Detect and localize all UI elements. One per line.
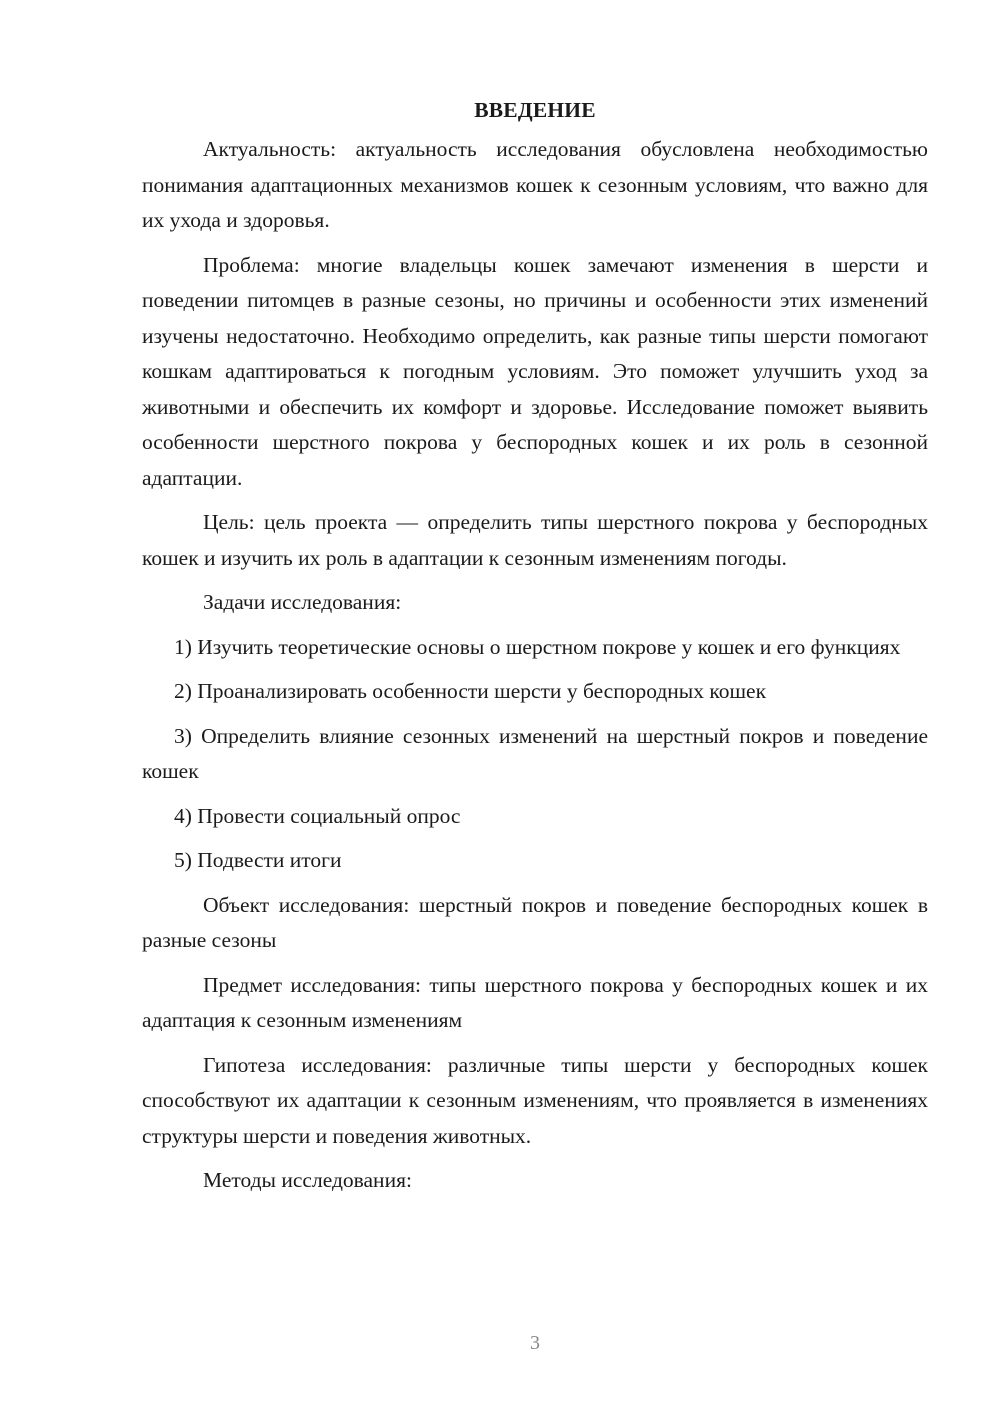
task-item-4: 4) Провести социальный опрос: [174, 803, 461, 828]
paragraph-goal: Цель: цель проекта — определить типы шерстного покрова у беспородных кошек и изучить их роль в адаптации к сезонным изменениям погоды.: [142, 510, 928, 570]
paragraph-subject: Предмет исследования: типы шерстного покрова у беспородных кошек и их адаптация к сезонным изменениям: [142, 972, 928, 1032]
page-number: 3: [530, 1332, 540, 1354]
section-heading: ВВЕДЕНИЕ: [474, 98, 596, 122]
paragraph-object: Объект исследования: шерстный покров и поведение беспородных кошек в разные сезоны: [142, 892, 928, 952]
task-item-5: 5) Подвести итоги: [174, 848, 342, 872]
task-item-3: 3) Определить влияние сезонных изменений на шерстный покров и поведение кошек: [142, 723, 928, 783]
task-item-2: 2) Проанализировать особенности шерсти у беспородных кошек: [174, 679, 767, 703]
paragraph-problem: Проблема: многие владельцы кошек замечают изменения в шерсти и поведении питомцев в разные сезоны, но причины и особенности этих изменений изучены недостаточно. Необходимо определить, как разные типы шерсти помогают кошкам адаптироваться к погодным условиям. Это поможет улучшить уход за животными и обеспечить их комфорт и здоровье. Исследование поможет выявить особенности шерстного покрова у беспородных кошек и их роль в сезонной адаптации.: [142, 252, 928, 490]
paragraph-tasks-title: Задачи исследования:: [203, 590, 402, 614]
paragraph-hypothesis: Гипотеза исследования: различные типы шерсти у беспородных кошек способствуют их адаптации к сезонным изменениям, что проявляется в изменениях структуры шерсти и поведения животных.: [142, 1052, 928, 1148]
task-item-1: 1) Изучить теоретические основы о шерстном покрове у кошек и его функциях: [174, 634, 901, 659]
page-content: [142, 92, 928, 1208]
paragraph-methods: Методы исследования:: [203, 1168, 412, 1192]
paragraph-relevance: Актуальность: актуальность исследования обусловлена необходимостью понимания адаптационных механизмов кошек к сезонным условиям, что важно для их ухода и здоровья.: [142, 137, 928, 232]
